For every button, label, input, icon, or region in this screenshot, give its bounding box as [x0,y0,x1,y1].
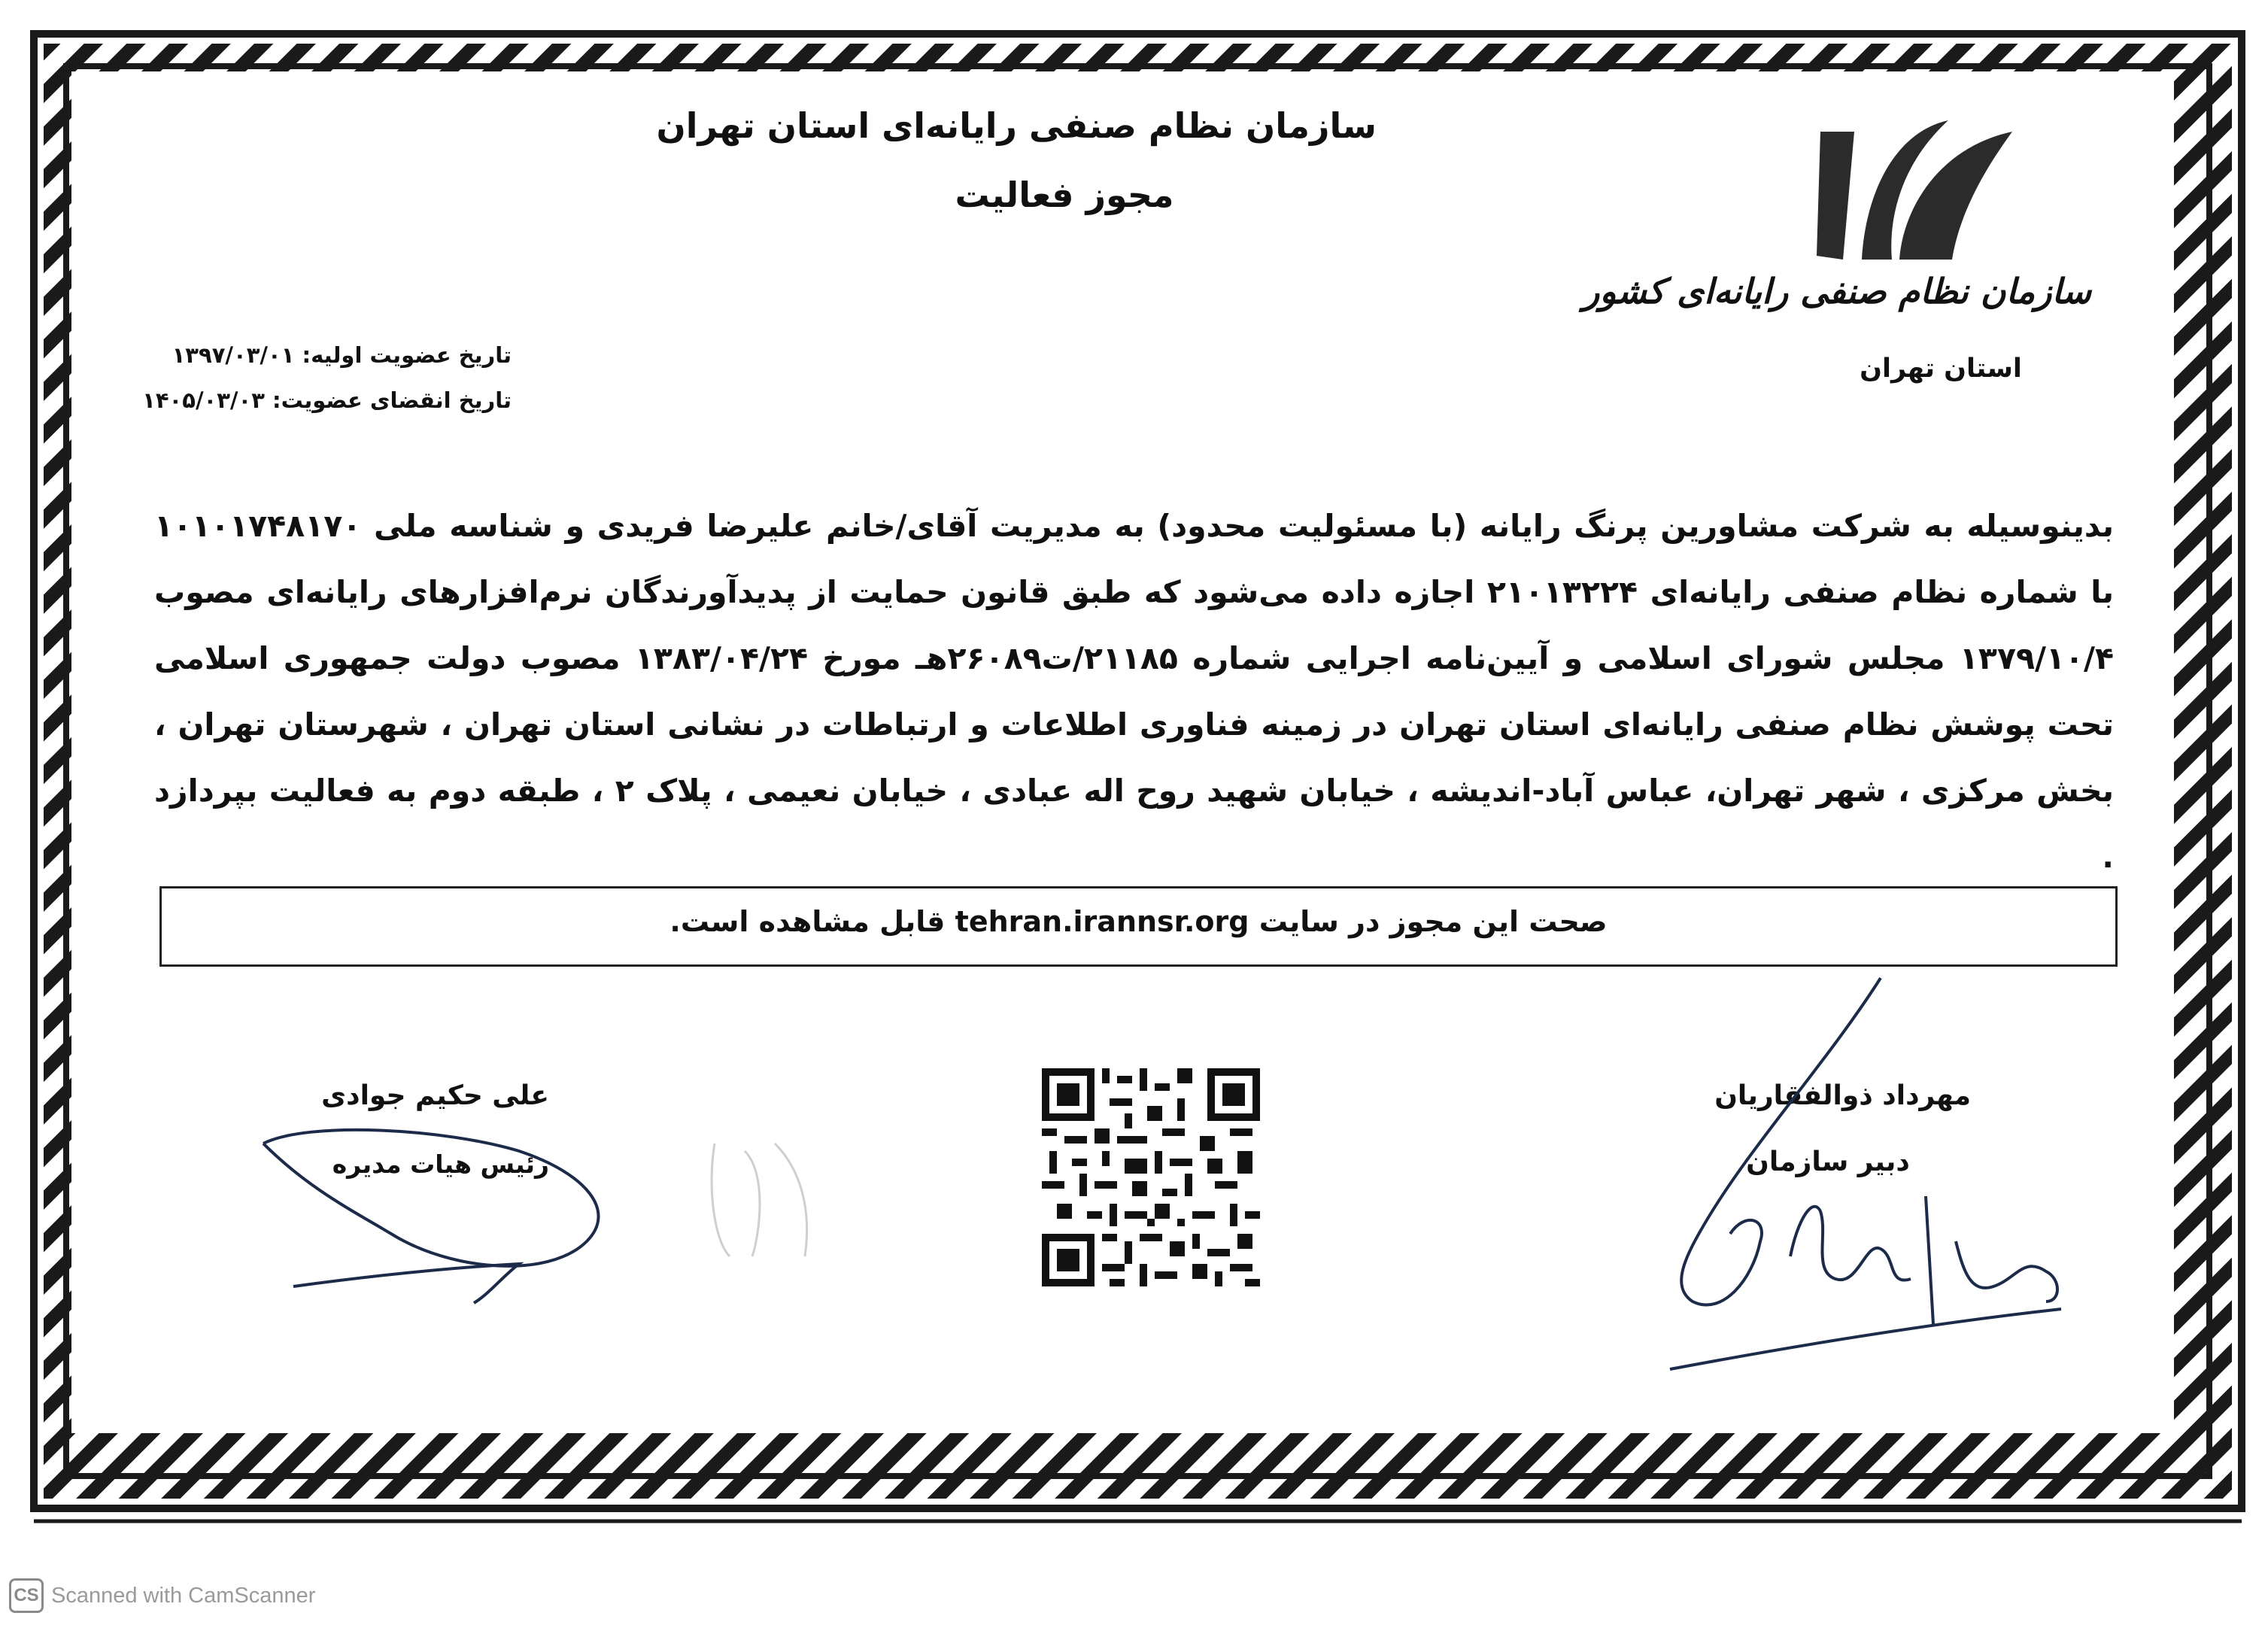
faint-stamp [692,1128,858,1279]
secretary-title: دبیر سازمان [1746,1147,1910,1177]
membership-expiry-date: تاریخ انقضای عضویت: ۱۴۰۵/۰۳/۰۳ [142,387,512,413]
organization-title: سازمان نظام صنفی رایانه‌ای استان تهران [656,105,1377,146]
camscanner-text: Scanned with CamScanner [51,1583,316,1608]
verification-qr-code [1042,1068,1260,1286]
secretary-name: مهرداد ذوالفقاریان [1714,1080,1971,1111]
document-title: مجوز فعالیت [955,175,1174,215]
camscanner-logo-icon: CS [9,1578,44,1613]
chairman-name: علی حکیم جوادی [321,1080,549,1111]
chairman-title: رئیس هیات مدیره [332,1150,549,1179]
organization-logo [1790,102,2031,267]
camscanner-watermark [9,1578,315,1613]
verification-text: صحت این مجوز در سایت tehran.irannsr.org قابل مشاهده است. [669,905,1608,938]
chairman-signature [248,1106,624,1317]
initial-membership-date: تاریخ عضویت اولیه: ۱۳۹۷/۰۳/۰۱ [172,342,512,368]
license-body-paragraph: بدینوسیله به شرکت مشاورین پرنگ رایانه (با مسئولیت محدود) به مدیریت آقای/خانم علیرضا فریدی و شناسه ملی ۱۰۱۰۱۷۴۸۱۷۰ با شماره نظام صنفی رایانه‌ای ۲۱۰۱۳۲۲۴ اجازه داده می‌شود که طبق قانون حمایت از پدیدآورندگان نرم‌افزارهای رایانه‌ای مصوب ۱۳۷۹/۱۰/۴ مجلس شورای اسلامی و آیین‌نامه اجرایی شماره ۲۱۱۸۵/ت۲۶۰۸۹هـ مورخ ۱۳۸۳/۰۴/۲۴ مصوب دولت جمهوری اسلامی تحت پوشش نظام صنفی رایانه‌ای استان تهران در زمینه فناوری اطلاعات و ارتباطات در نشانی استان تهران ، شهرستان تهران ، بخش مرکزی ، شهر تهران، عباس آباد-اندیشه ، خیابان شهید روح اله عبادی ، خیابان نعیمی ، پلاک ۲ ، طبقه دوم به فعالیت بپردازد . [154,508,2115,875]
secretary-signature [1640,970,2076,1377]
logo-wordmark: سازمان نظام صنفی رایانه‌ای کشور [1583,271,2091,311]
logo-province: استان تهران [1860,354,2022,384]
verification-box [159,886,2118,967]
